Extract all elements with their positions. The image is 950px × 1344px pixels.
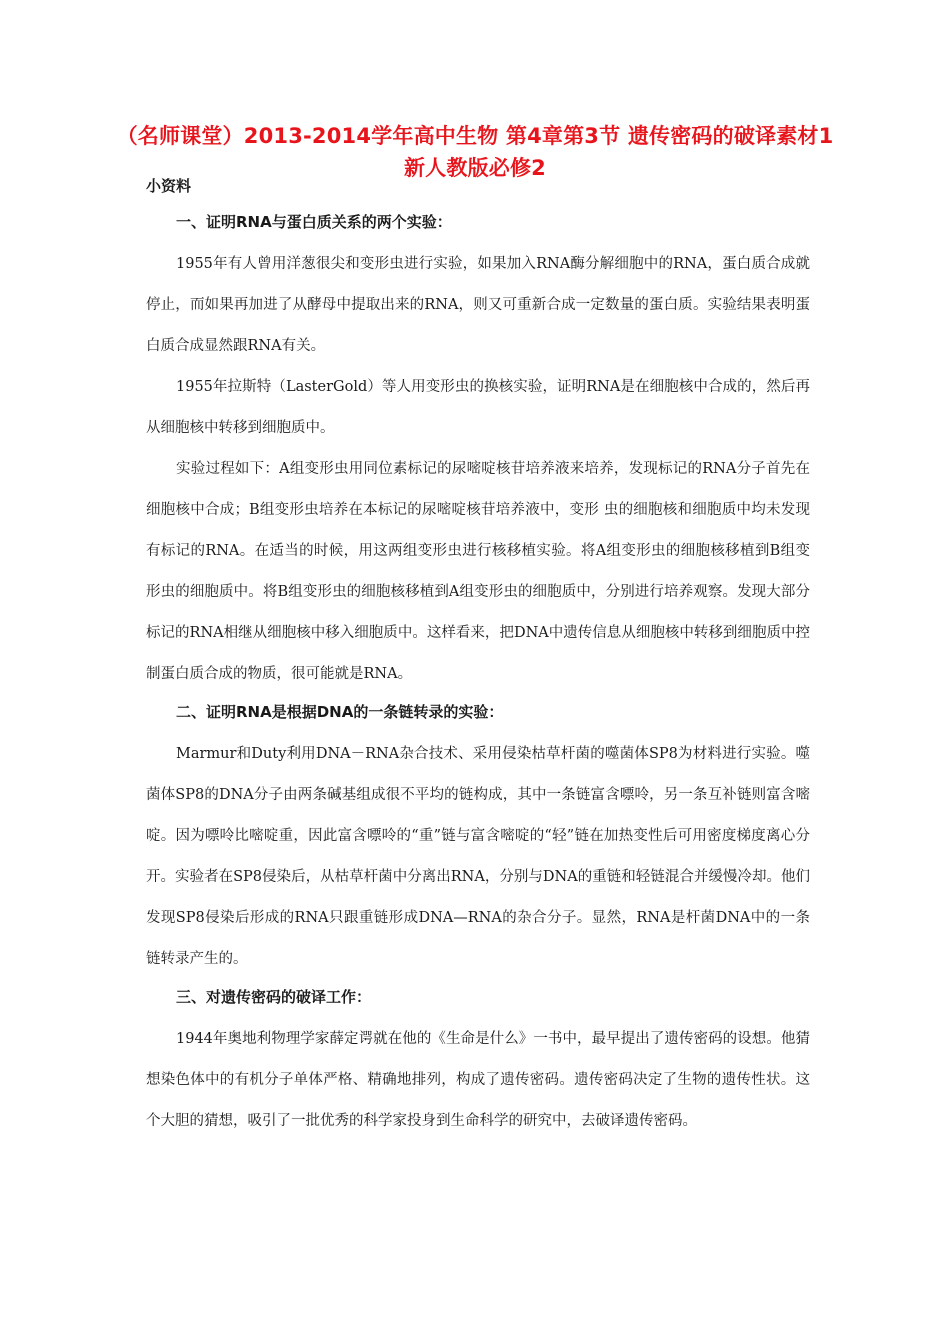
paragraph: 1955年有人曾用洋葱很尖和变形虫进行实验，如果加入RNA酶分解细胞中的RNA，蛋白质合成就停止，而如果再加进了从酵母中提取出来的RNA，则又可重新合成一定数量的蛋白质。实验结果表明蛋白质合成显然跟RNA有关。: [146, 256, 810, 354]
section-heading-3: 三、对遗传密码的破译工作：: [176, 988, 372, 1006]
paragraph: 实验过程如下：A组变形虫用同位素标记的尿嘧啶核苷培养液来培养，发现标记的RNA分子首先在细胞核中合成；B组变形虫培养在本标记的尿嘧啶核苷培养液中，变形 虫的细胞核和细胞质中均未发现有标记的RNA。在适当的时候，用这两组变形虫进行核移植实验。将A组变形虫的细胞核移植到B组变形虫的细胞质中。将B组变形虫的细胞核移植到A组变形虫的细胞质中，分别进行培养观察。发现大部分标记的RNA相继从细胞核中移入细胞质中。这样看来，把DNA中遗传信息从细胞核中转移到细胞质中控制蛋白质合成的物质，很可能就是RNA。: [146, 461, 810, 682]
document-body: [146, 175, 810, 1142]
document-title: （名师课堂）2013-2014学年高中生物 第4章第3节 遗传密码的破译素材1 新人教版必修2: [116, 124, 834, 180]
paragraph: 1944年奥地利物理学家薛定谔就在他的《生命是什么》一书中，最早提出了遗传密码的设想。他猜想染色体中的有机分子单体严格、精确地排列，构成了遗传密码。遗传密码决定了生物的遗传性状。这个大胆的猜想，吸引了一批优秀的科学家投身到生命科学的研究中，去破译遗传密码。: [146, 1031, 810, 1129]
section-heading-1: 一、证明RNA与蛋白质关系的两个实验：: [176, 213, 452, 231]
section-heading-2: 二、证明RNA是根据DNA的一条链转录的实验：: [176, 703, 504, 721]
section-label: 小资料: [146, 177, 192, 195]
paragraph: 1955年拉斯特（LasterGold）等人用变形虫的换核实验，证明RNA是在细胞核中合成的，然后再从细胞核中转移到细胞质中。: [146, 379, 810, 436]
paragraph: Marmur和Duty利用DNA－RNA杂合技术、采用侵染枯草杆菌的噬菌体SP8为材料进行实验。噬菌体SP8的DNA分子由两条碱基组成很不平均的链构成，其中一条链富含嘌呤，另一条互补链则富含嘧啶。因为嘌呤比嘧啶重，因此富含嘌呤的“重”链与富含嘧啶的“轻”链在加热变性后可用密度梯度离心分开。实验者在SP8侵染后，从枯草杆菌中分离出RNA，分别与DNA的重链和轻链混合并缓慢冷却。他们发现SP8侵染后形成的RNA只跟重链形成DNA—RNA的杂合分子。显然，RNA是杆菌DNA中的一条链转录产生的。: [146, 746, 810, 967]
